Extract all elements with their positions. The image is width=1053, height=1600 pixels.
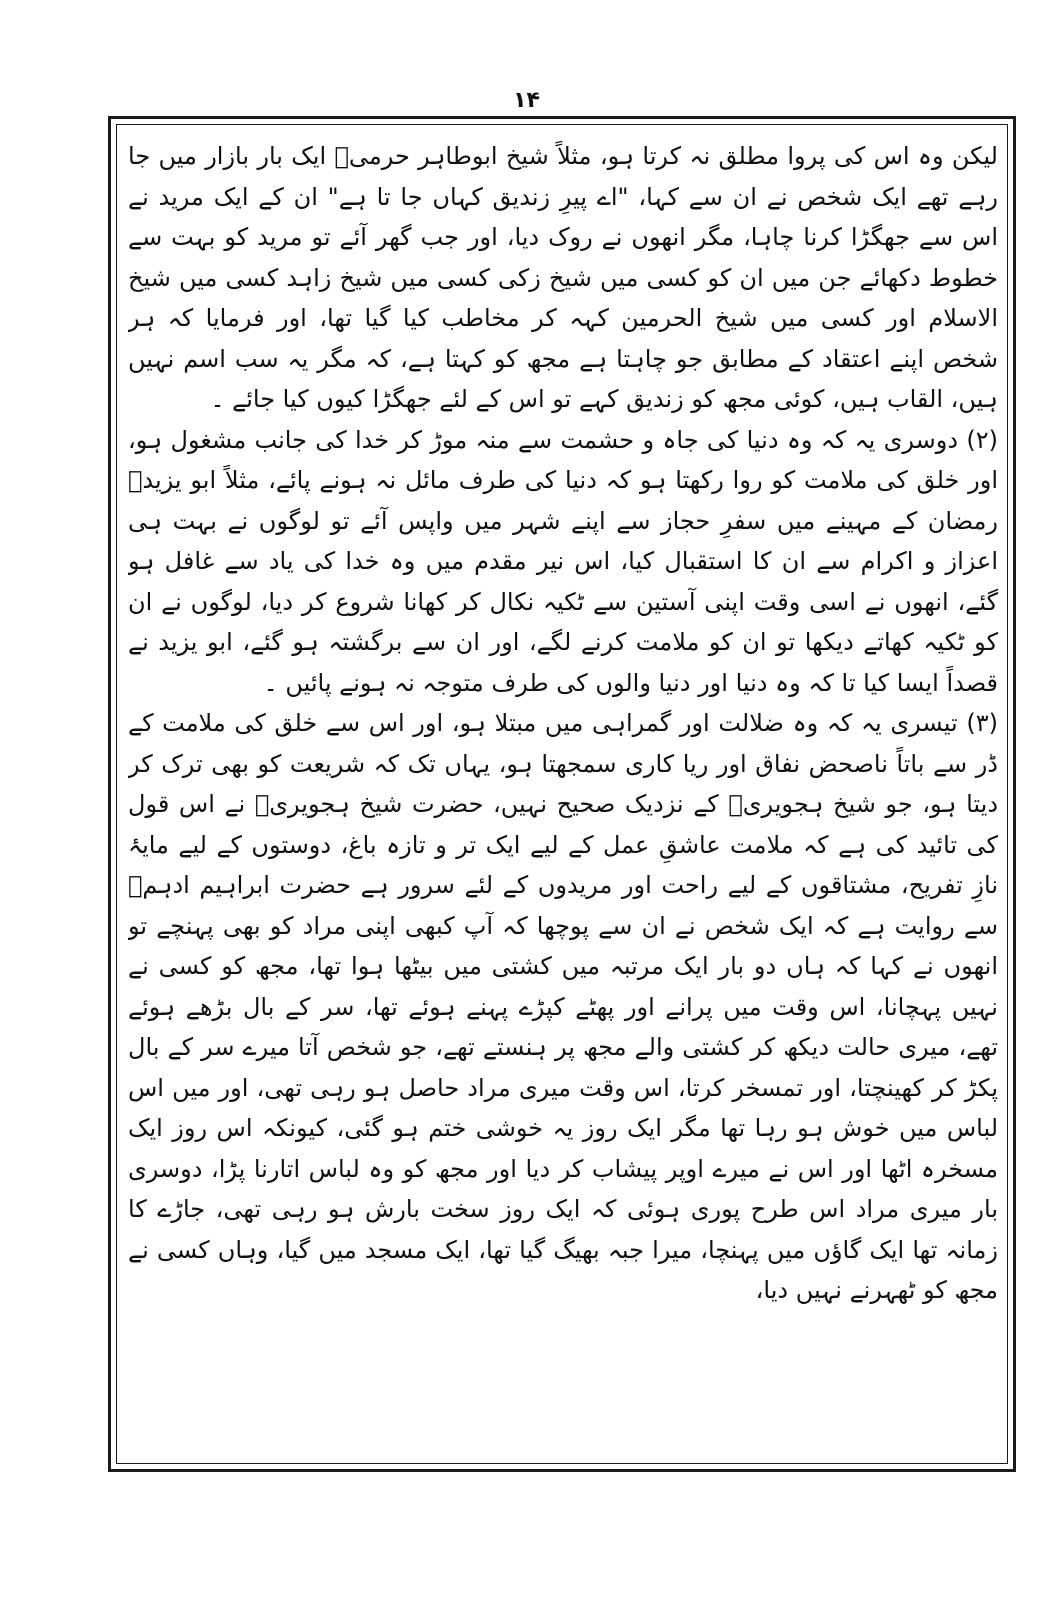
page-text-body bbox=[128, 136, 998, 1456]
paragraph-2: (۲) دوسری یہ کہ وہ دنیا کی جاہ و حشمت سے منہ موڑ کر خدا کی جانب مشغول ہو، اور خلق کی ملامت کو روا رکھتا ہو کہ دنیا کی طرف مائل نہ ہونے پائے، مثلاً ابو یزیدؒ رمضان کے مہینے میں سفرِ حجاز سے اپنے شہر میں واپس آئے تو لوگوں نے بہت ہی اعزاز و اکرام سے ان کا استقبال کیا، اس نیر مقدم میں وہ خدا کی یاد سے غافل ہو گئے، انھوں نے اسی وقت اپنی آستین سے ٹکیہ نکال کر کھانا شروع کر دیا، لوگوں نے ان کو ٹکیہ کھاتے دیکھا تو ان کو ملامت کرنے لگے، اور ان سے برگشتہ ہو گئے، ابو یزید نے قصداً ایسا کیا تا کہ وہ دنیا اور دنیا والوں کی طرف متوجہ نہ ہونے پائیں ۔ bbox=[128, 425, 998, 697]
paragraph-3: (۳) تیسری یہ کہ وہ ضلالت اور گمراہی میں مبتلا ہو، اور اس سے خلق کی ملامت کے ڈر سے باتاً ناصحض نفاق اور ریا کاری سمجھتا ہو، یہاں تک کہ شریعت کو بھی ترک کر دیتا ہو، جو شیخ ہجویریؒ کے نزدیک صحیح نہیں، حضرت شیخ ہجویریؒ نے اس قول کی تائید کی ہے کہ ملامت عاشقِ عمل کے لیے ایک تر و تازہ باغ، دوستوں کے لیے مایۂ نازِ تفریح، مشتاقوں کے لیے راحت اور مریدوں کے لئے سرور ہے حضرت ابراہیم ادہمؒ سے روایت ہے کہ ایک شخص نے ان سے پوچھا کہ آپ کبھی اپنی مراد کو بھی پہنچے تو انھوں نے کہا کہ ہاں دو بار ایک مرتبہ میں کشتی میں بیٹھا ہوا تھا، مجھ کو کسی نے نہیں پہچانا، اس وقت میں پرانے اور پھٹے کپڑے پہنے ہوئے تھا، سر کے بال بڑھے ہوئے تھے، میری حالت دیکھ کر کشتی والے مجھ پر ہنستے تھے، جو شخص آتا میرے سر کے بال پکڑ کر کھینچتا، اور تمسخر کرتا، اس وقت میری مراد حاصل ہو رہی تھی، اور میں اس لباس میں خوش ہو رہا تھا مگر ایک روز یہ خوشی ختم ہو گئی، کیونکہ اس روز ایک مسخرہ اٹھا اور اس نے میرے اوپر پیشاب کر دیا اور مجھ کو وہ لباس اتارنا پڑا، دوسری بار میری مراد اس طرح پوری ہوئی کہ ایک روز سخت بارش ہو رہی تھی، جاڑے کا زمانہ تھا ایک گاؤں میں پہنچا، میرا جبہ بھیگ گیا تھا، ایک مسجد میں گیا، وہاں کسی نے مجھ کو ٹھہرنے نہیں دیا، bbox=[128, 709, 998, 1304]
page-number: ۱۴ bbox=[513, 88, 540, 113]
paragraph-1: لیکن وہ اس کی پروا مطلق نہ کرتا ہو، مثلاً شیخ ابوطاہر حرمیؒ ایک بار بازار میں جا رہے تھے ایک شخص نے ان سے کہا، "اے پیرِ زندیق کہاں جا تا ہے" ان کے ایک مرید نے اس سے جھگڑا کرنا چاہا، مگر انھوں نے روک دیا، اور جب گھر آئے تو مرید کو بہت سے خطوط دکھائے جن میں ان کو کسی میں شیخ زکی کسی میں شیخ زاہد کسی میں شیخ الاسلام اور کسی میں شیخ الحرمین کہہ کر مخاطب کیا گیا تھا، اور فرمایا کہ ہر شخص اپنے اعتقاد کے مطابق جو چاہتا ہے مجھ کو کہتا ہے، کہ مگر یہ سب اسم نہیں ہیں، القاب ہیں، کوئی مجھ کو زندیق کہے تو اس کے لئے جھگڑا کیوں کیا جائے ۔ bbox=[128, 142, 998, 413]
